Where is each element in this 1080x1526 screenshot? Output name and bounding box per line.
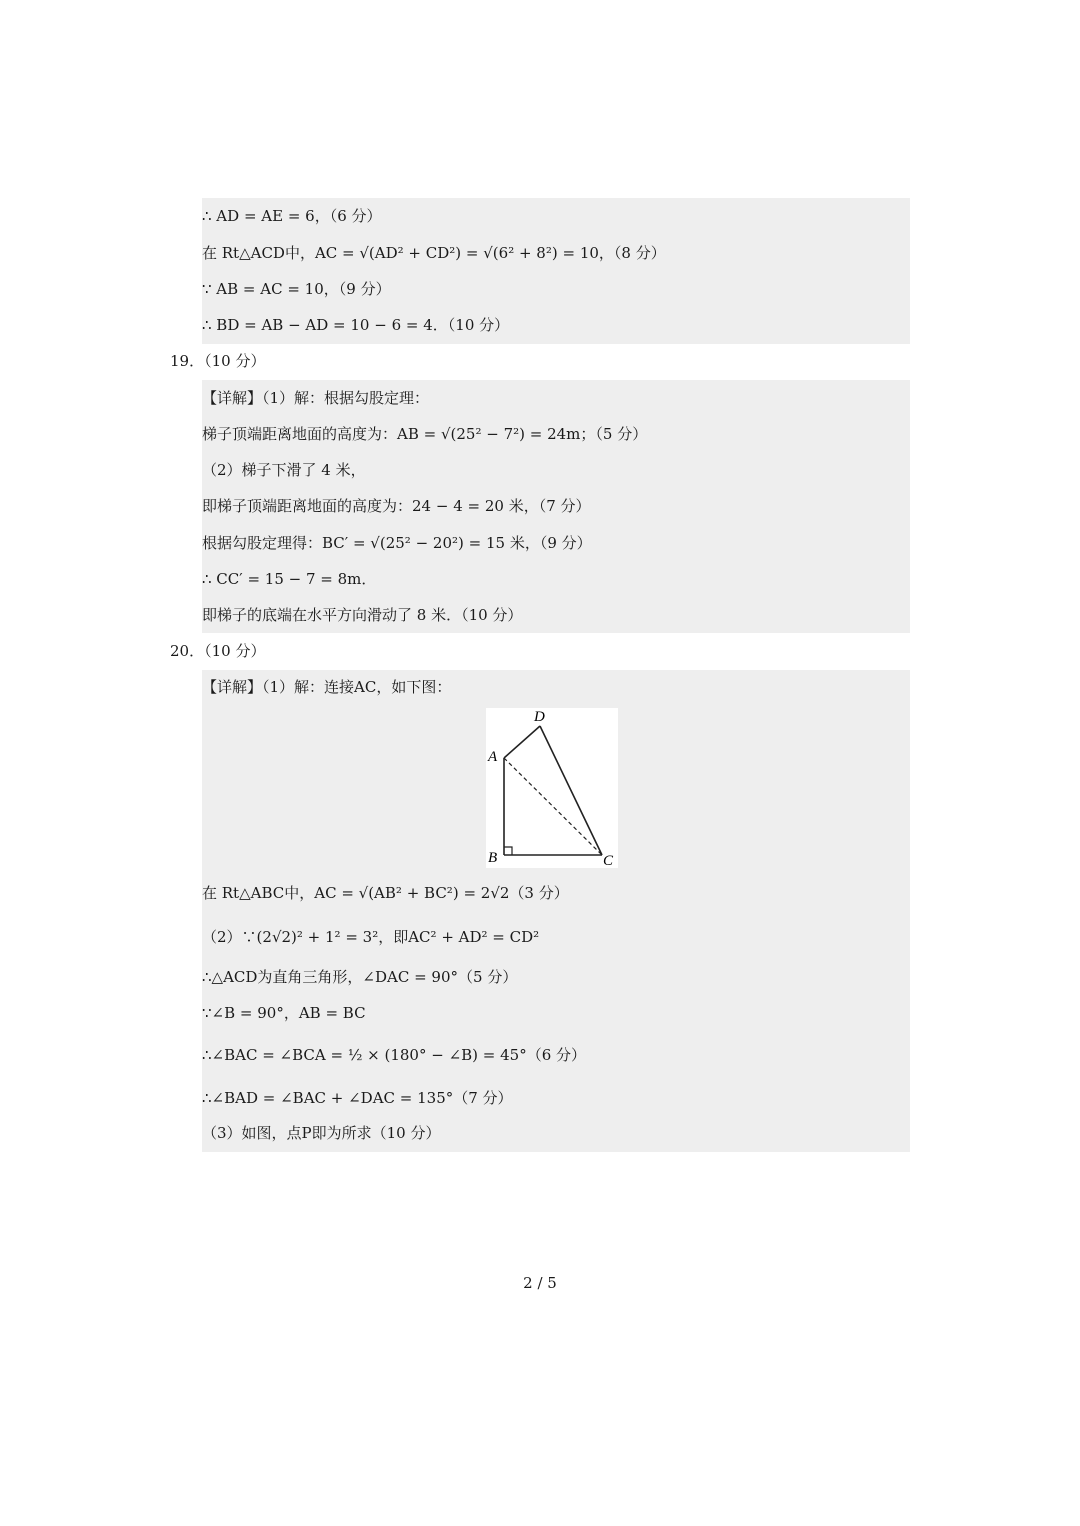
segment-DC [540, 726, 602, 855]
q19-line-4: 即梯子顶端距离地面的高度为：24 − 4 = 20 米，（7 分） [202, 497, 591, 515]
right-angle-mark [504, 847, 512, 855]
segment-AD [504, 726, 540, 758]
question-20-number: 20．（10 分） [170, 642, 266, 660]
q20-line-2: 在 Rt△ABC中，AC = √(AB² + BC²) = 2√2（3 分） [202, 884, 569, 902]
segment-AC-dashed [504, 758, 602, 855]
q20-line-4: ∴△ACD为直角三角形，∠DAC = 90°（5 分） [202, 968, 518, 986]
q19-line-5: 根据勾股定理得：BC′ = √(25² − 20²) = 15 米，（9 分） [202, 534, 592, 552]
q19-line-1: 【详解】（1）解：根据勾股定理： [202, 389, 430, 407]
q20-line-6: ∴∠BAC = ∠BCA = ½ × (180° − ∠B) = 45°（6 分） [202, 1046, 587, 1064]
quadrilateral-diagram [486, 708, 618, 868]
q20-line-3: （2）∵(2√2)² + 1² = 3²，即AC² + AD² = CD² [202, 928, 540, 946]
label-B: B [488, 850, 498, 866]
page-number: 2 / 5 [523, 1274, 557, 1292]
geometry-figure [486, 708, 618, 868]
q18-line-1: ∴ AD = AE = 6，（6 分） [202, 207, 382, 225]
label-D: D [534, 709, 545, 725]
q20-line-5: ∵∠B = 90°，AB = BC [202, 1004, 366, 1022]
q20-line-1: 【详解】（1）解：连接AC，如下图： [202, 678, 452, 696]
q18-line-4: ∴ BD = AB − AD = 10 − 6 = 4．（10 分） [202, 316, 510, 334]
q20-line-7: ∴∠BAD = ∠BAC + ∠DAC = 135°（7 分） [202, 1089, 513, 1107]
q18-line-2: 在 Rt△ACD中，AC = √(AD² + CD²) = √(6² + 8²) = 10，（8 分） [202, 244, 666, 262]
q19-line-3: （2）梯子下滑了 4 米， [202, 461, 366, 479]
q19-line-2: 梯子顶端距离地面的高度为：AB = √(25² − 7²) = 24m；（5 分） [202, 425, 648, 443]
q20-line-8: （3）如图，点P即为所求（10 分） [202, 1124, 441, 1142]
q18-line-3: ∵ AB = AC = 10，（9 分） [202, 280, 391, 298]
q19-line-7: 即梯子的底端在水平方向滑动了 8 米．（10 分） [202, 606, 523, 624]
q19-line-6: ∴ CC′ = 15 − 7 = 8m． [202, 570, 377, 588]
question-19-number: 19．（10 分） [170, 352, 266, 370]
label-C: C [603, 853, 614, 868]
label-A: A [488, 749, 498, 765]
